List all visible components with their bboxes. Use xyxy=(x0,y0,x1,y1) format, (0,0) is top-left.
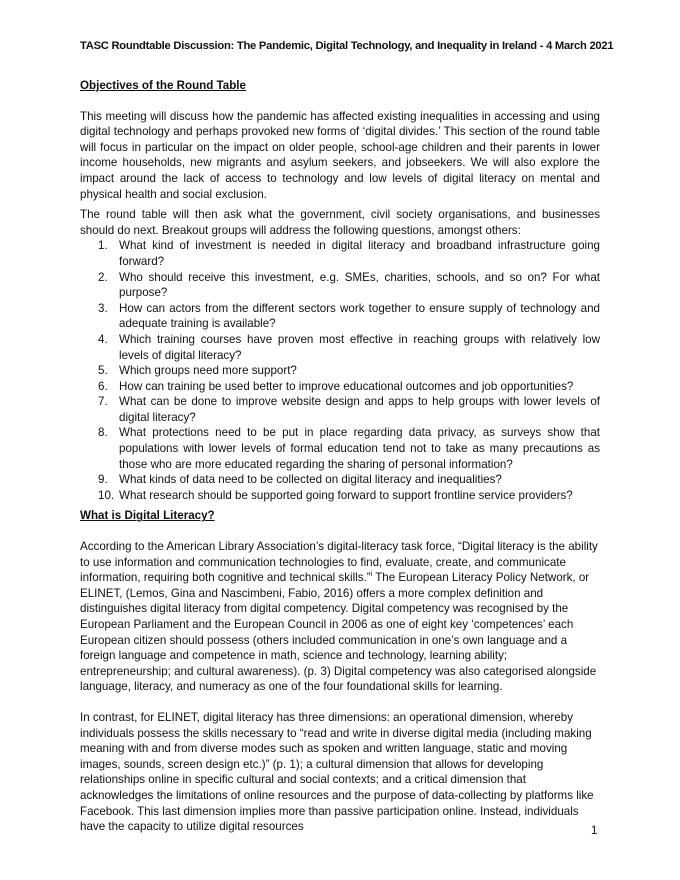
list-item-text: What kind of investment is needed in digital literacy and broadband infrastructure going forward? xyxy=(119,239,600,268)
list-item xyxy=(80,301,600,332)
list-item-text: How can training be used better to improve educational outcomes and job opportunities? xyxy=(119,379,574,393)
list-item xyxy=(80,332,600,363)
paragraph-text: The European Literacy Policy Network, or ELINET, (Lemos, Gina and Nascimbeni, Fabio, 2016) offers a more complex definition and distinguishes digital literacy from digital competency. Digital competency was recognised by the European Parliament and the European Council in 2006 as one of eight key ‘competences’ each European citizen should possess (others included communication in one’s own language and a foreign language and competence in math, science and technology, learning ability; entrepreneurship; and cultural awareness). (p. 3) Digital competency was also categorised alongside language, literacy, and numeracy as one of the four foundational skills for learning. xyxy=(80,571,597,694)
section-heading-digital-literacy: What is Digital Literacy? xyxy=(80,509,215,523)
questions-list xyxy=(80,238,600,503)
list-item-text: What research should be supported going forward to support frontline service providers? xyxy=(119,488,573,502)
list-item-number: 6. xyxy=(98,379,108,393)
list-item xyxy=(80,488,600,504)
list-item-number: 2. xyxy=(98,270,108,284)
list-item xyxy=(80,472,600,488)
list-item-text: How can actors from the different sectors work together to ensure supply of technology and adequate training is available? xyxy=(119,301,600,331)
objectives-paragraph-1: This meeting will discuss how the pandemic has affected existing inequalities in accessing and using digital technology and perhaps provoked new forms of ‘digital divides.’ This section of the round table will focus in particular on the impact on older people, school-age children and their parents in lower income households, new migrants and asylum seekers, and jobseekers. We will also explore the impact around the lack of access to technology and low levels of digital literacy on mental and physical health and social exclusion. xyxy=(80,109,600,201)
list-item-number: 9. xyxy=(98,473,108,487)
list-item xyxy=(80,394,600,425)
list-item-number: 8. xyxy=(98,426,108,440)
list-item xyxy=(80,379,600,395)
list-item-number: 1. xyxy=(98,239,108,253)
list-item xyxy=(80,425,600,472)
list-item-text: What can be done to improve website design and apps to help groups with lower levels of digital literacy? xyxy=(119,395,600,424)
objectives-paragraph-2: The round table will then ask what the government, civil society organisations, and businesses should do next. Breakout groups will address the following questions, amongst others: xyxy=(80,208,600,237)
list-item-number: 4. xyxy=(98,332,108,346)
digital-literacy-paragraph-2: In contrast, for ELINET, digital literacy has three dimensions: an operational dimension, whereby individuals possess the skills necessary to “read and write in diverse digital media (including making meaning with and from diverse modes such as spoken and written language, static and moving images, sounds, screen design etc.)” (p. 1); a cultural dimension that allows for developing relationships online in specific cultural and social contexts; and a critical dimension that acknowledges the limitations of online resources and the purpose of data-collecting by platforms like Facebook. This last dimension implies more than passive participation online. Instead, individuals have the capacity to utilize digital resources xyxy=(80,710,594,834)
list-item xyxy=(80,238,600,269)
list-item-number: 10. xyxy=(98,488,115,502)
list-item-text: What kinds of data need to be collected on digital literacy and inequalities? xyxy=(119,473,502,487)
document-body xyxy=(80,78,600,835)
list-item-number: 7. xyxy=(98,395,108,409)
list-item xyxy=(80,363,600,379)
page-number: 1 xyxy=(591,824,598,837)
section-heading-objectives: Objectives of the Round Table xyxy=(80,79,246,92)
list-item-number: 3. xyxy=(98,301,108,315)
list-item-text: Which training courses have proven most effective in reaching groups with relatively low levels of digital literacy? xyxy=(119,332,600,362)
document-header: TASC Roundtable Discussion: The Pandemic, Digital Technology, and Inequality in Ireland - 4 March 2021 xyxy=(80,40,614,52)
list-item-text: Which groups need more support? xyxy=(119,364,297,378)
list-item-text: Who should receive this investment, e.g. SMEs, charities, schools, and so on? For what purpose? xyxy=(119,270,600,300)
list-item-text: What protections need to be put in place regarding data privacy, as surveys show that populations with lower levels of formal education tend not to take as many precautions as those who are more educated regarding the sharing of personal information? xyxy=(119,426,600,471)
list-item xyxy=(80,270,600,301)
digital-literacy-paragraph-1 xyxy=(80,539,600,695)
paragraph-text: According to the American Library Association’s digital-literacy task force, “Digital literacy is the ability to use information and communication technologies to find, evaluate, create, and communicate information, requiring both cognitive and technical skills.” xyxy=(80,540,598,585)
list-item-number: 5. xyxy=(98,364,108,378)
footnote-reference[interactable]: i xyxy=(370,571,373,579)
